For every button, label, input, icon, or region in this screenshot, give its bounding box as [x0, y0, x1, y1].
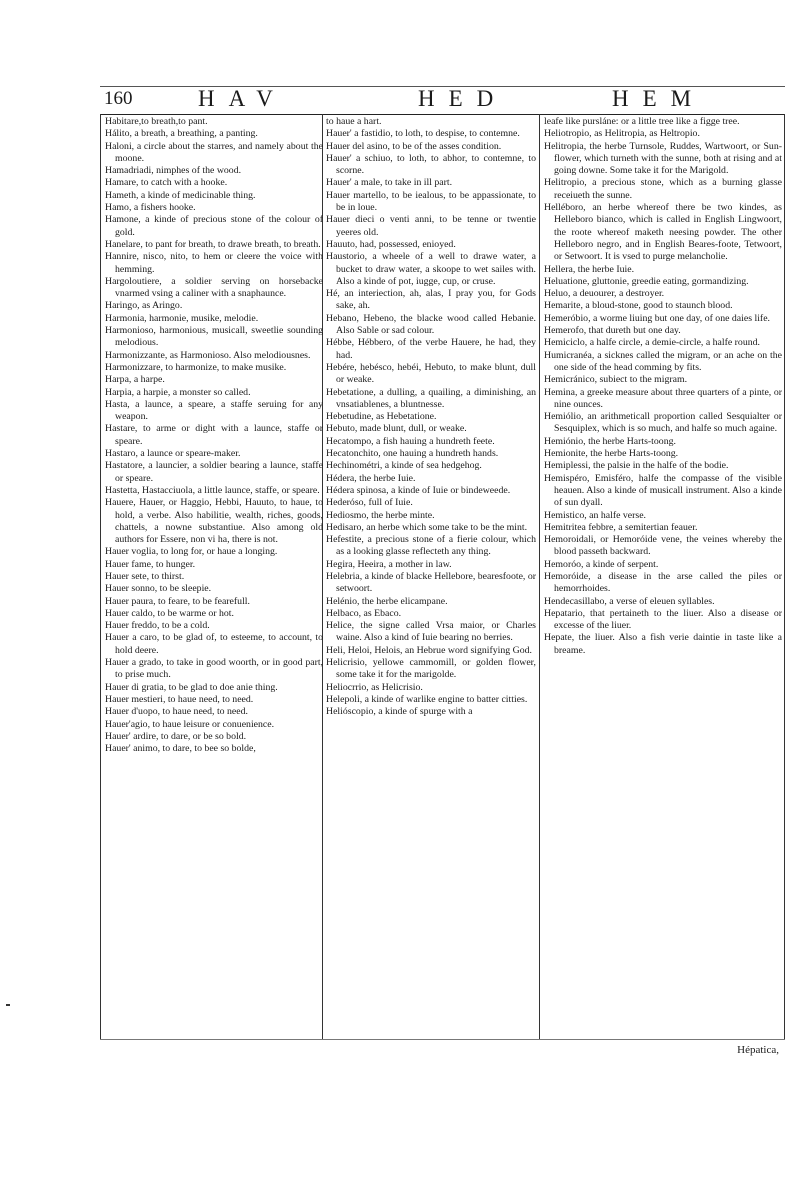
dictionary-entry: Hemina, a greeke measure about three quarters of a pinte, or nine ounces.	[544, 386, 782, 410]
column-2	[326, 116, 536, 1041]
dictionary-entry: Hédera spinosa, a kinde of Iuie or bindeweede.	[326, 484, 511, 496]
column-rule-2	[539, 114, 540, 1039]
dictionary-entry: Hefestite, a precious stone of a fierie colour, which as a looking glasse reflecteth any thing.	[326, 534, 536, 558]
dictionary-entry: Hauer' ardire, to dare, or be so bold.	[105, 730, 247, 742]
dictionary-entry: Hauer caldo, to be warme or hot.	[105, 607, 234, 619]
dictionary-entry: Hamo, a fishers hooke.	[105, 202, 196, 214]
dictionary-entry: Hemionite, the herbe Harts-toong.	[544, 448, 679, 460]
dictionary-entry: Hediosmo, the herbe minte.	[326, 509, 435, 521]
header-right: HEM	[612, 86, 706, 111]
dictionary-entry: Hebano, Hebeno, the blacke wood called Hebanie. Also Sable or sad colour.	[326, 312, 536, 337]
dictionary-entry: Hemistico, an halfe verse.	[544, 509, 647, 521]
bottom-rule	[100, 1039, 785, 1040]
dictionary-entry: Hecatompo, a fish hauing a hundreth feete.	[326, 435, 495, 447]
column-3	[544, 116, 782, 1041]
dictionary-entry: Hendecasillabo, a verse of eleuen syllables.	[544, 595, 715, 607]
dictionary-entry: Hauer' a fastidio, to loth, to despise, to contemne.	[326, 128, 520, 140]
dictionary-entry: Hastetta, Hastacciuola, a little launce, staffe, or speare.	[105, 484, 320, 496]
dictionary-entry: Hebetatione, a dulling, a quailing, a diminishing, an vnsatiablenes, a bluntnesse.	[326, 386, 536, 410]
column-1	[105, 116, 323, 1041]
page-number: 160	[104, 88, 133, 109]
dictionary-entry: Hemiplessi, the palsie in the halfe of the bodie.	[544, 460, 729, 472]
dictionary-entry: Helénio, the herbe elicampane.	[326, 595, 448, 607]
dictionary-entry: Hepatario, that pertaineth to the liuer. Also a disease or excesse of the liuer.	[544, 607, 782, 632]
dictionary-entry: Hechinométri, a kinde of sea hedgehog.	[326, 460, 482, 472]
dictionary-entry: Hannire, nisco, nito, to hem or cleere the voice with hemming.	[105, 251, 323, 275]
dictionary-entry: Humicranéa, a sicknes called the migram, or an ache on the one side of the head comming by fits.	[544, 349, 782, 373]
dictionary-entry: Heluo, a deuourer, a destroyer.	[544, 288, 665, 300]
dictionary-entry: Hemitritea febbre, a semitertian feauer.	[544, 521, 698, 533]
dictionary-entry: Helitropia, the herbe Turnsole, Ruddes, Wartwoort, or Sun-flower, which turneth with the sunne, both at rising and at going downe. Some take it for the Marigold.	[544, 140, 782, 177]
dictionary-entry: Haringo, as Aringo.	[105, 300, 183, 312]
dictionary-entry: Haustorio, a wheele of a well to drawe water, a bucket to draw water, a skoope to wet sailes with. Also a kinde of pot, iugge, cup, or cruse.	[326, 251, 536, 287]
dictionary-entry: Harpia, a harpie, a monster so called.	[105, 386, 251, 398]
dictionary-entry: Hemoróo, a kinde of serpent.	[544, 558, 659, 570]
dictionary-entry: Hemoróide, a disease in the arse called the piles or hemorrhoides.	[544, 570, 782, 595]
dictionary-entry: Hauer' a male, to take in ill part.	[326, 177, 453, 189]
dictionary-entry: Helléboro, an herbe whereof there be two kindes, as Helleboro bianco, which is called in English Lingwoort, the roote whereof maketh neesing powder. The other Helleboro negro, and in English Beares-foote, Tetwoort, or Setwoort. It is vsed to purge melancholie.	[544, 202, 782, 263]
dictionary-entry: Hemiólio, an arithmeticall proportion called Sesquialter or Sesquiplex, which is so much, and halfe so much againe.	[544, 411, 782, 435]
dictionary-entry: Helióscopio, a kinde of spurge with a	[326, 706, 473, 718]
dictionary-entry: Hauer sonno, to be sleepie.	[105, 583, 212, 595]
dictionary-entry: Heliocrrio, as Helicrisio.	[326, 681, 423, 693]
margin-mark	[6, 1004, 10, 1006]
dictionary-entry: Hédera, the herbe Iuie.	[326, 472, 416, 484]
dictionary-entry: Hauer' animo, to dare, to bee so bolde,	[105, 743, 256, 755]
dictionary-entry: Hauer del asino, to be of the asses condition.	[326, 140, 502, 152]
dictionary-entry: Helbaco, as Ebaco.	[326, 607, 402, 619]
dictionary-entry: Hasta, a launce, a speare, a staffe seruing for any weapon.	[105, 398, 323, 423]
catchword: Hépatica,	[737, 1044, 779, 1056]
header-left: HAV	[198, 86, 287, 111]
running-header	[100, 86, 785, 115]
dictionary-entry: Hauer paura, to feare, to be fearefull.	[105, 595, 250, 607]
dictionary-entry: Hauer sete, to thirst.	[105, 570, 185, 582]
dictionary-entry: Hanelare, to pant for breath, to drawe breath, to breath.	[105, 238, 321, 250]
dictionary-entry: Hauer martello, to be iealous, to be appassionate, to be in loue.	[326, 189, 536, 214]
dictionary-entry: Hecatonchito, one hauing a hundreth hands.	[326, 448, 499, 460]
dictionary-entry: leafe like pursláne: or a little tree like a figge tree.	[544, 116, 740, 127]
dictionary-entry: Heluatione, gluttonie, greedie eating, gormandizing.	[544, 275, 749, 287]
dictionary-entry: Hauer a grado, to take in good woorth, or in good part, to prise much.	[105, 657, 323, 681]
dictionary-entry: Hellera, the herbe Iuie.	[544, 263, 635, 275]
dictionary-entry: Helebria, a kinde of blacke Hellebore, bearesfoote, or setwoort.	[326, 570, 536, 595]
dictionary-entry: Hauer voglia, to long for, or haue a longing.	[105, 546, 278, 558]
dictionary-entry: Hauer d'uopo, to haue need, to need.	[105, 706, 248, 718]
dictionary-entry: Hauer di gratia, to be glad to doe anie thing.	[105, 681, 278, 693]
dictionary-entry: Hé, an interiection, ah, alas, I pray you, for Gods sake, ah.	[326, 288, 536, 312]
dictionary-entry: Helepoli, a kinde of warlike engine to batter citties.	[326, 693, 528, 705]
dictionary-entry: Harmonia, harmonie, musike, melodie.	[105, 312, 259, 324]
column-rule-left	[100, 114, 101, 1039]
dictionary-entry: Hameth, a kinde of medicinable thing.	[105, 189, 256, 201]
dictionary-entry: Hargoloutiere, a soldier serving on horsebacke vnarmed vsing a caliner with a snaphaunce.	[105, 275, 323, 300]
dictionary-entry: Heli, Heloi, Helois, an Hebrue word signifying God.	[326, 644, 532, 656]
dictionary-entry: Hamare, to catch with a hooke.	[105, 177, 228, 189]
dictionary-entry: Hálito, a breath, a breathing, a panting.	[105, 128, 258, 140]
header-middle: HED	[418, 86, 508, 111]
dictionary-entry: Hebetudine, as Hebetatione.	[326, 411, 437, 423]
dictionary-entry: Hébbe, Hébbero, of the verbe Hauere, he had, they had.	[326, 337, 536, 361]
dictionary-entry: Harmonioso, harmonious, musicall, sweetlie sounding melodious.	[105, 325, 323, 349]
column-rule-right	[784, 114, 785, 1039]
dictionary-entry: Hamone, a kinde of precious stone of the colour of gold.	[105, 214, 323, 238]
dictionary-entry: Habitare,to breath,to pant.	[105, 116, 208, 127]
dictionary-entry: Helitropio, a precious stone, which as a burning glasse receiueth the sunne.	[544, 177, 782, 201]
dictionary-entry: Hastatore, a launcier, a soldier bearing a launce, staffe or speare.	[105, 460, 323, 484]
dictionary-entry: Harmonizzare, to harmonize, to make musike.	[105, 361, 287, 373]
dictionary-entry: Helicrisio, yellowe cammomill, or golden flower, some take it for the marigolde.	[326, 657, 536, 681]
dictionary-entry: Hemarite, a bloud-stone, good to staunch blood.	[544, 300, 733, 312]
dictionary-entry: Hemiciclo, a halfe circle, a demie-circle, a halfe round.	[544, 337, 760, 349]
dictionary-entry: Hemispéro, Emisféro, halfe the compasse of the visible heauen. Also a kinde of musicall instrument. Also a kinde of sun dyall.	[544, 472, 782, 509]
dictionary-entry: Hastare, to arme or dight with a launce, staffe or speare.	[105, 423, 323, 447]
dictionary-entry: Hauer mestieri, to haue need, to need.	[105, 693, 254, 705]
dictionary-entry: Hauer' a schiuo, to loth, to abhor, to contemne, to scorne.	[326, 152, 536, 177]
dictionary-entry: Hauer a caro, to be glad of, to esteeme, to account, to hold deere.	[105, 632, 323, 656]
dictionary-entry: Hauuto, had, possessed, enioyed.	[326, 238, 456, 250]
dictionary-page	[100, 86, 785, 1056]
dictionary-entry: Haloni, a circle about the starres, and namely about the moone.	[105, 140, 323, 164]
dictionary-entry: to haue a hart.	[326, 116, 382, 127]
dictionary-entry: Hegira, Heeira, a mother in law.	[326, 558, 452, 570]
dictionary-entry: Hemerofo, that dureth but one day.	[544, 325, 681, 337]
dictionary-entry: Hebuto, made blunt, dull, or weake.	[326, 423, 467, 435]
dictionary-entry: Harpa, a harpe.	[105, 374, 165, 386]
dictionary-entry: Hebére, hebésco, hebéi, Hebuto, to make blunt, dull or weake.	[326, 361, 536, 386]
dictionary-entry: Hauer fame, to hunger.	[105, 558, 196, 570]
dictionary-entry: Hemoroidali, or Hemoróide vene, the veines whereby the blood passeth backward.	[544, 534, 782, 558]
dictionary-entry: Hauere, Hauer, or Haggio, Hebbi, Hauuto, to haue, to hold, a verbe. Also habilitie, wealth, riches, goods, chattels, a nowne substantiue. Also among old authors for Essere, non vi ha, there is not.	[105, 497, 323, 546]
dictionary-entry: Hemeróbio, a worme liuing but one day, of one daies life.	[544, 312, 770, 324]
dictionary-entry: Harmonizzante, as Harmonioso. Also melodiousnes.	[105, 349, 311, 361]
dictionary-entry: Hemiónio, the herbe Harts-toong.	[544, 435, 676, 447]
dictionary-entry: Hepate, the liuer. Also a fish verie daintie in taste like a breame.	[544, 632, 782, 656]
dictionary-entry: Heliotropio, as Helitropia, as Heltropio.	[544, 128, 700, 140]
dictionary-entry: Hauer'agio, to haue leisure or conuenience.	[105, 718, 275, 730]
dictionary-entry: Hemicránico, subiect to the migram.	[544, 374, 688, 386]
dictionary-entry: Hamadriadi, nimphes of the wood.	[105, 165, 242, 177]
dictionary-entry: Hauer dieci o venti anni, to be tenne or twentie yeeres old.	[326, 214, 536, 238]
dictionary-entry: Helice, the signe called Vrsa maior, or Charles waine. Also a kind of Iuie bearing no berries.	[326, 620, 536, 644]
dictionary-entry: Hastaro, a launce or speare-maker.	[105, 448, 241, 460]
dictionary-entry: Hederóso, full of Iuie.	[326, 497, 413, 509]
dictionary-entry: Hedisaro, an herbe which some take to be the mint.	[326, 521, 528, 533]
dictionary-entry: Hauer freddo, to be a cold.	[105, 620, 210, 632]
